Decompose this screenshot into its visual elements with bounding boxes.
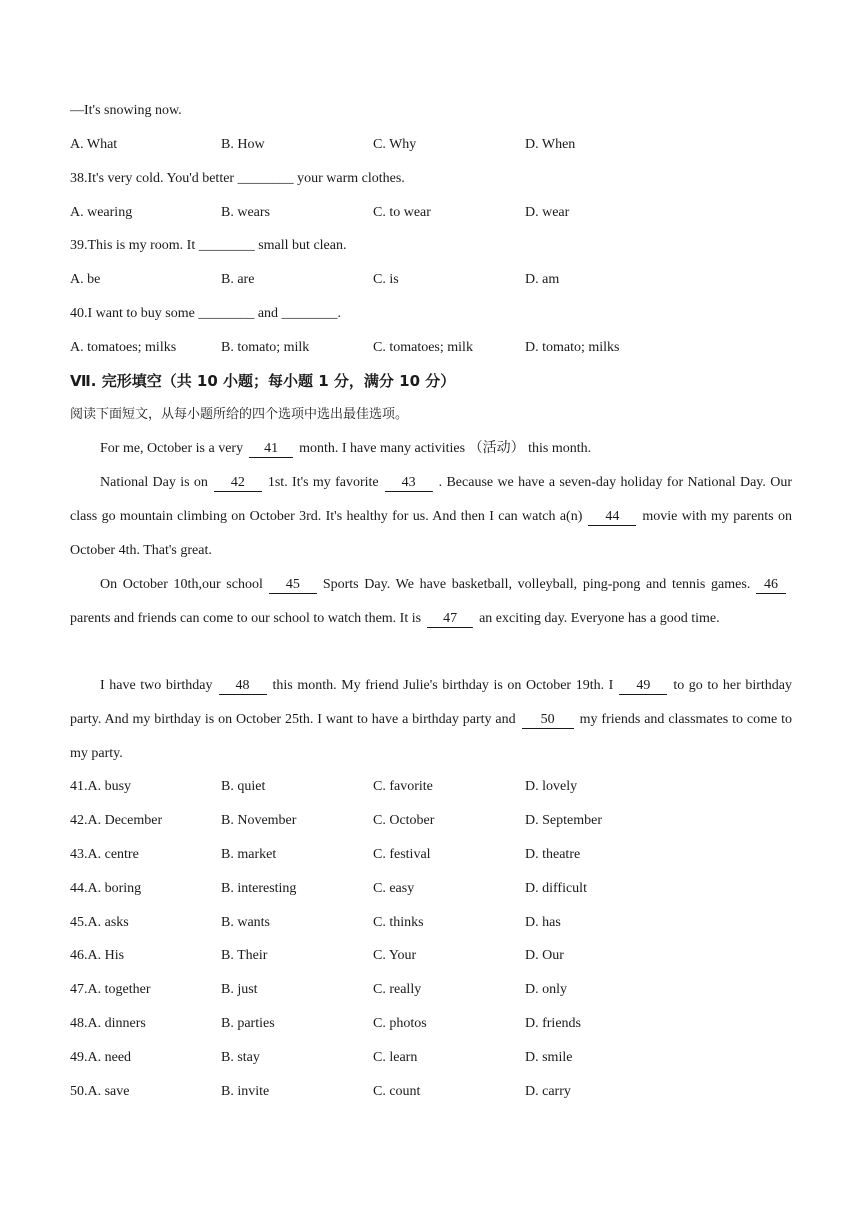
option-d: D. friends [525,1016,581,1031]
passage-text: this month. My friend Julie's birthday is on October 19th. I [272,678,614,693]
passage-text: I have two birthday [100,678,213,693]
blank-41: 41 [249,441,293,458]
answer-line: —It's snowing now. [70,103,182,118]
option-a: 50.A. save [70,1084,130,1099]
option-c: C. festival [373,847,431,862]
option-d: D. wear [525,205,570,220]
passage-text: . Because we have a seven-day holiday for National Day. Our class go mountain climbing on October 3rd. It's healthy for us. And then I can watch a(n) [70,475,793,524]
option-d: D. am [525,272,560,287]
blank-47: 47 [427,611,473,628]
option-a: 47.A. together [70,982,151,997]
option-d: D. lovely [525,779,578,794]
passage-text: my friends and classmates to come to my party. [70,711,792,761]
section-instruction: 阅读下面短文，从每小题所给的四个选项中选出最佳选项。 [70,407,409,422]
question-40: 40.I want to buy some ________ and ________. [70,306,342,321]
option-d: D. smile [525,1050,573,1065]
passage-text: On October 10th,our school [100,577,263,592]
blank-42: 42 [214,475,262,492]
option-b: B. are [221,272,255,287]
blank-50: 50 [522,712,574,729]
option-b: B. market [221,847,277,862]
blank-49: 49 [619,678,667,695]
passage-text: parents and friends can come to our school to watch them. It is [70,610,422,626]
option-b: B. just [221,982,258,997]
passage-text: movie with my parents on October 4th. That's great. [70,508,792,558]
option-b: B. How [221,137,265,152]
option-b: B. tomato; milk [221,340,310,355]
option-c: C. tomatoes; milk [373,340,473,355]
option-a: 43.A. centre [70,847,139,862]
option-c: C. Why [373,137,417,152]
option-d: D. When [525,137,576,152]
option-a: A. tomatoes; milks [70,340,177,355]
option-d: D. September [525,813,602,828]
option-a: 42.A. December [70,813,163,828]
blank-45: 45 [269,577,317,594]
option-d: D. carry [525,1084,571,1099]
blank-43: 43 [385,475,433,492]
option-c: C. October [373,813,435,828]
passage-paragraph-3 [70,568,792,636]
question-39: 39.This is my room. It ________ small but clean. [70,238,347,253]
option-d: D. has [525,915,561,930]
passage-text: month. I have many activities （活动） this month. [299,441,592,456]
option-b: B. Their [221,948,268,963]
option-b: B. interesting [221,881,297,896]
option-a: 46.A. His [70,948,125,963]
passage-text: 1st. It's my favorite [267,475,379,490]
option-b: B. wants [221,915,270,930]
option-c: C. really [373,982,422,997]
option-c: C. Your [373,948,417,963]
passage-paragraph-4 [70,669,792,770]
option-b: B. parties [221,1016,275,1031]
passage-text: National Day is on [100,475,208,490]
option-a: A. wearing [70,205,133,220]
passage-paragraph-2 [70,466,792,567]
option-a: 45.A. asks [70,915,129,930]
option-d: D. only [525,982,567,997]
option-d: D. tomato; milks [525,340,620,355]
option-d: D. theatre [525,847,581,862]
option-c: C. is [373,272,399,287]
blank-46: 46 [756,577,786,594]
passage-text: to go to her birthday party. And my birthday is on October 25th. I want to have a birthday party and [70,678,792,727]
option-b: B. wears [221,205,270,220]
section-heading: Ⅶ. 完形填空（共 10 小题；每小题 1 分，满分 10 分） [70,372,456,390]
option-a: 48.A. dinners [70,1016,146,1031]
passage-paragraph-1 [70,432,792,466]
option-c: C. to wear [373,205,431,220]
option-c: C. favorite [373,779,433,794]
option-c: C. count [373,1084,421,1099]
option-b: B. November [221,813,297,828]
option-d: D. difficult [525,881,587,896]
question-38: 38.It's very cold. You'd better ________ your warm clothes. [70,171,405,186]
blank-48: 48 [219,678,267,695]
option-a: A. be [70,272,101,287]
option-d: D. Our [525,948,564,963]
option-a: 49.A. need [70,1050,132,1065]
option-a: A. What [70,137,118,152]
option-c: C. photos [373,1016,427,1031]
passage-text: Sports Day. We have basketball, volleyball, ping-pong and tennis games. [322,577,751,592]
option-b: B. stay [221,1050,260,1065]
passage-text: For me, October is a very [100,441,244,456]
option-a: 44.A. boring [70,881,142,896]
passage-text: an exciting day. Everyone has a good time. [479,610,720,626]
option-b: B. invite [221,1084,270,1099]
option-a: 41.A. busy [70,779,132,794]
option-b: B. quiet [221,779,266,794]
option-c: C. easy [373,881,415,896]
blank-44: 44 [588,509,636,526]
option-c: C. thinks [373,915,424,930]
option-c: C. learn [373,1050,418,1065]
